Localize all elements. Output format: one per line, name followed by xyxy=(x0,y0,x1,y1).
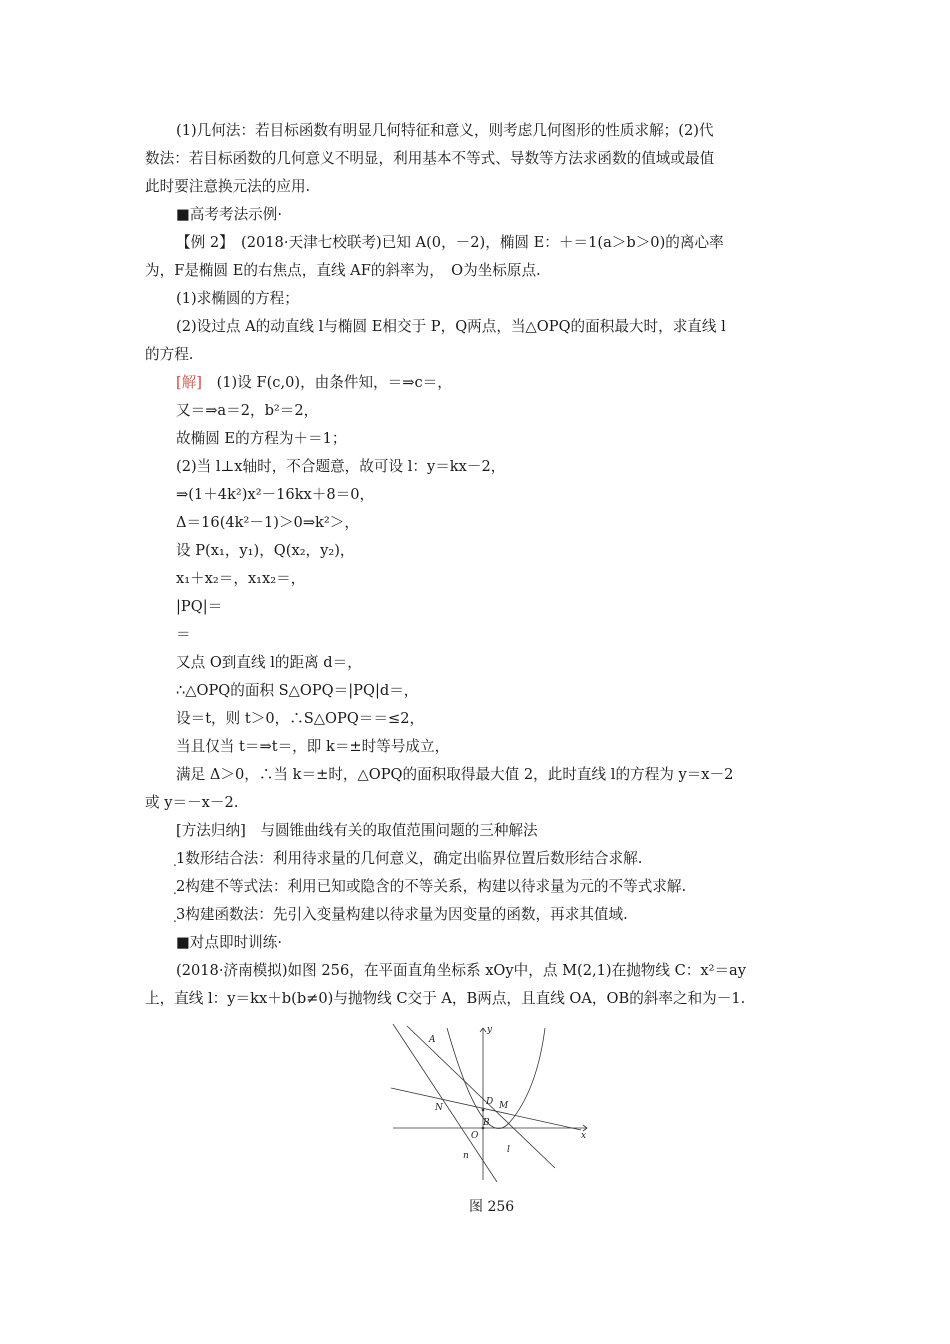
bullet-dot: . xyxy=(173,855,177,869)
text-line: (2018·济南模拟)如图 256，在平面直角坐标系 xOy中，点 M(2,1)在抛物线 C：x²＝ay xyxy=(176,962,746,979)
method-item: 3构建函数法：先引入变量构建以待求量为因变量的函数，再求其值域. xyxy=(176,906,628,923)
text-line: 此时要注意换元法的应用. xyxy=(145,178,311,195)
solution-step: 当且仅当 t＝⇒t＝，即 k＝±时等号成立， xyxy=(176,738,450,755)
label-line-n: n xyxy=(463,1151,469,1161)
solution-step: ⇒(1＋4k²)x²－16kx＋8＝0， xyxy=(176,486,375,503)
bullet-dot: . xyxy=(173,911,177,925)
text-line: 数法：若目标函数的几何意义不明显，利用基本不等式、导数等方法求函数的值域或最值 xyxy=(145,150,715,167)
question-2: (2)设过点 A的动直线 l与椭圆 E相交于 P，Q两点，当△OPQ的面积最大时，求直线 l xyxy=(176,318,726,335)
figure-caption: 图 256 xyxy=(469,1199,515,1215)
bullet-dot: . xyxy=(173,883,177,897)
solution-step: (2)当 l⊥x轴时，不合题意，故可设 l：y＝kx－2， xyxy=(176,458,506,475)
line-l xyxy=(407,1026,555,1168)
text-line: 为，F是椭圆 E的右焦点，直线 AF的斜率为， O为坐标原点. xyxy=(145,262,541,279)
label-m: M xyxy=(499,1101,509,1111)
method-item: 2构建不等式法：利用已知或隐含的不等关系，构建以待求量为元的不等式求解. xyxy=(176,878,687,895)
solution-step: 又点 O到直线 l的距离 d＝， xyxy=(176,654,362,671)
solution-step: x₁＋x₂＝，x₁x₂＝， xyxy=(176,570,306,587)
parabola-figure xyxy=(385,1022,595,1182)
label-d: D xyxy=(486,1097,494,1107)
solution-step: 或 y＝－x－2. xyxy=(145,794,239,811)
line-n xyxy=(393,1024,497,1182)
solution-step: 设 P(x₁，y₁)，Q(x₂，y₂)， xyxy=(176,542,355,559)
label-y-axis: y xyxy=(487,1025,493,1035)
label-o: O xyxy=(471,1131,479,1141)
question-1: (1)求椭圆的方程； xyxy=(176,290,299,307)
solution-text: (1)设 F(c,0)，由条件知，＝⇒c＝， xyxy=(201,374,452,391)
label-x-axis: x xyxy=(581,1131,587,1141)
label-n: N xyxy=(435,1103,443,1113)
method-item: 1数形结合法：利用待求量的几何意义，确定出临界位置后数形结合求解. xyxy=(176,850,643,867)
method-title: [方法归纳] 与圆锥曲线有关的取值范围问题的三种解法 xyxy=(176,822,538,839)
text-line: 的方程. xyxy=(145,346,194,363)
solution-step: ∴△OPQ的面积 S△OPQ＝|PQ|d＝， xyxy=(176,682,419,699)
solution-step: 又＝⇒a＝2，b²＝2， xyxy=(176,402,319,419)
label-a: A xyxy=(429,1035,436,1045)
solution-first-line xyxy=(176,374,452,392)
text-line: 【例 2】 (2018·天津七校联考)已知 A(0，－2)，椭圆 E：＋＝1(a＞b＞0)的离心率 xyxy=(176,234,724,251)
label-line-l: l xyxy=(507,1145,510,1155)
section-heading-practice: ■对点即时训练· xyxy=(176,934,282,951)
text-line: 上，直线 l：y＝kx＋b(b≠0)与抛物线 C交于 A，B两点，且直线 OA，OB的斜率之和为－1. xyxy=(145,990,746,1007)
solution-step: ＝ xyxy=(176,626,191,643)
solution-step: 故椭圆 E的方程为＋＝1； xyxy=(176,430,347,447)
text-line: (1)几何法：若目标函数有明显几何特征和意义，则考虑几何图形的性质求解；(2)代 xyxy=(176,122,714,139)
label-b: B xyxy=(483,1118,490,1128)
solution-step: 设＝t，则 t＞0，∴S△OPQ＝＝≤2， xyxy=(176,710,425,727)
solution-step: |PQ|＝ xyxy=(176,598,223,615)
solution-step: Δ＝16(4k²－1)＞0⇒k²＞， xyxy=(176,514,359,531)
solution-tag: [解] xyxy=(176,374,202,391)
point-d xyxy=(482,1109,485,1112)
solution-step: 满足 Δ＞0，∴当 k＝±时，△OPQ的面积取得最大值 2，此时直线 l的方程为 y＝x－2 xyxy=(176,766,734,783)
section-heading-examples: ■高考考法示例· xyxy=(176,206,282,223)
